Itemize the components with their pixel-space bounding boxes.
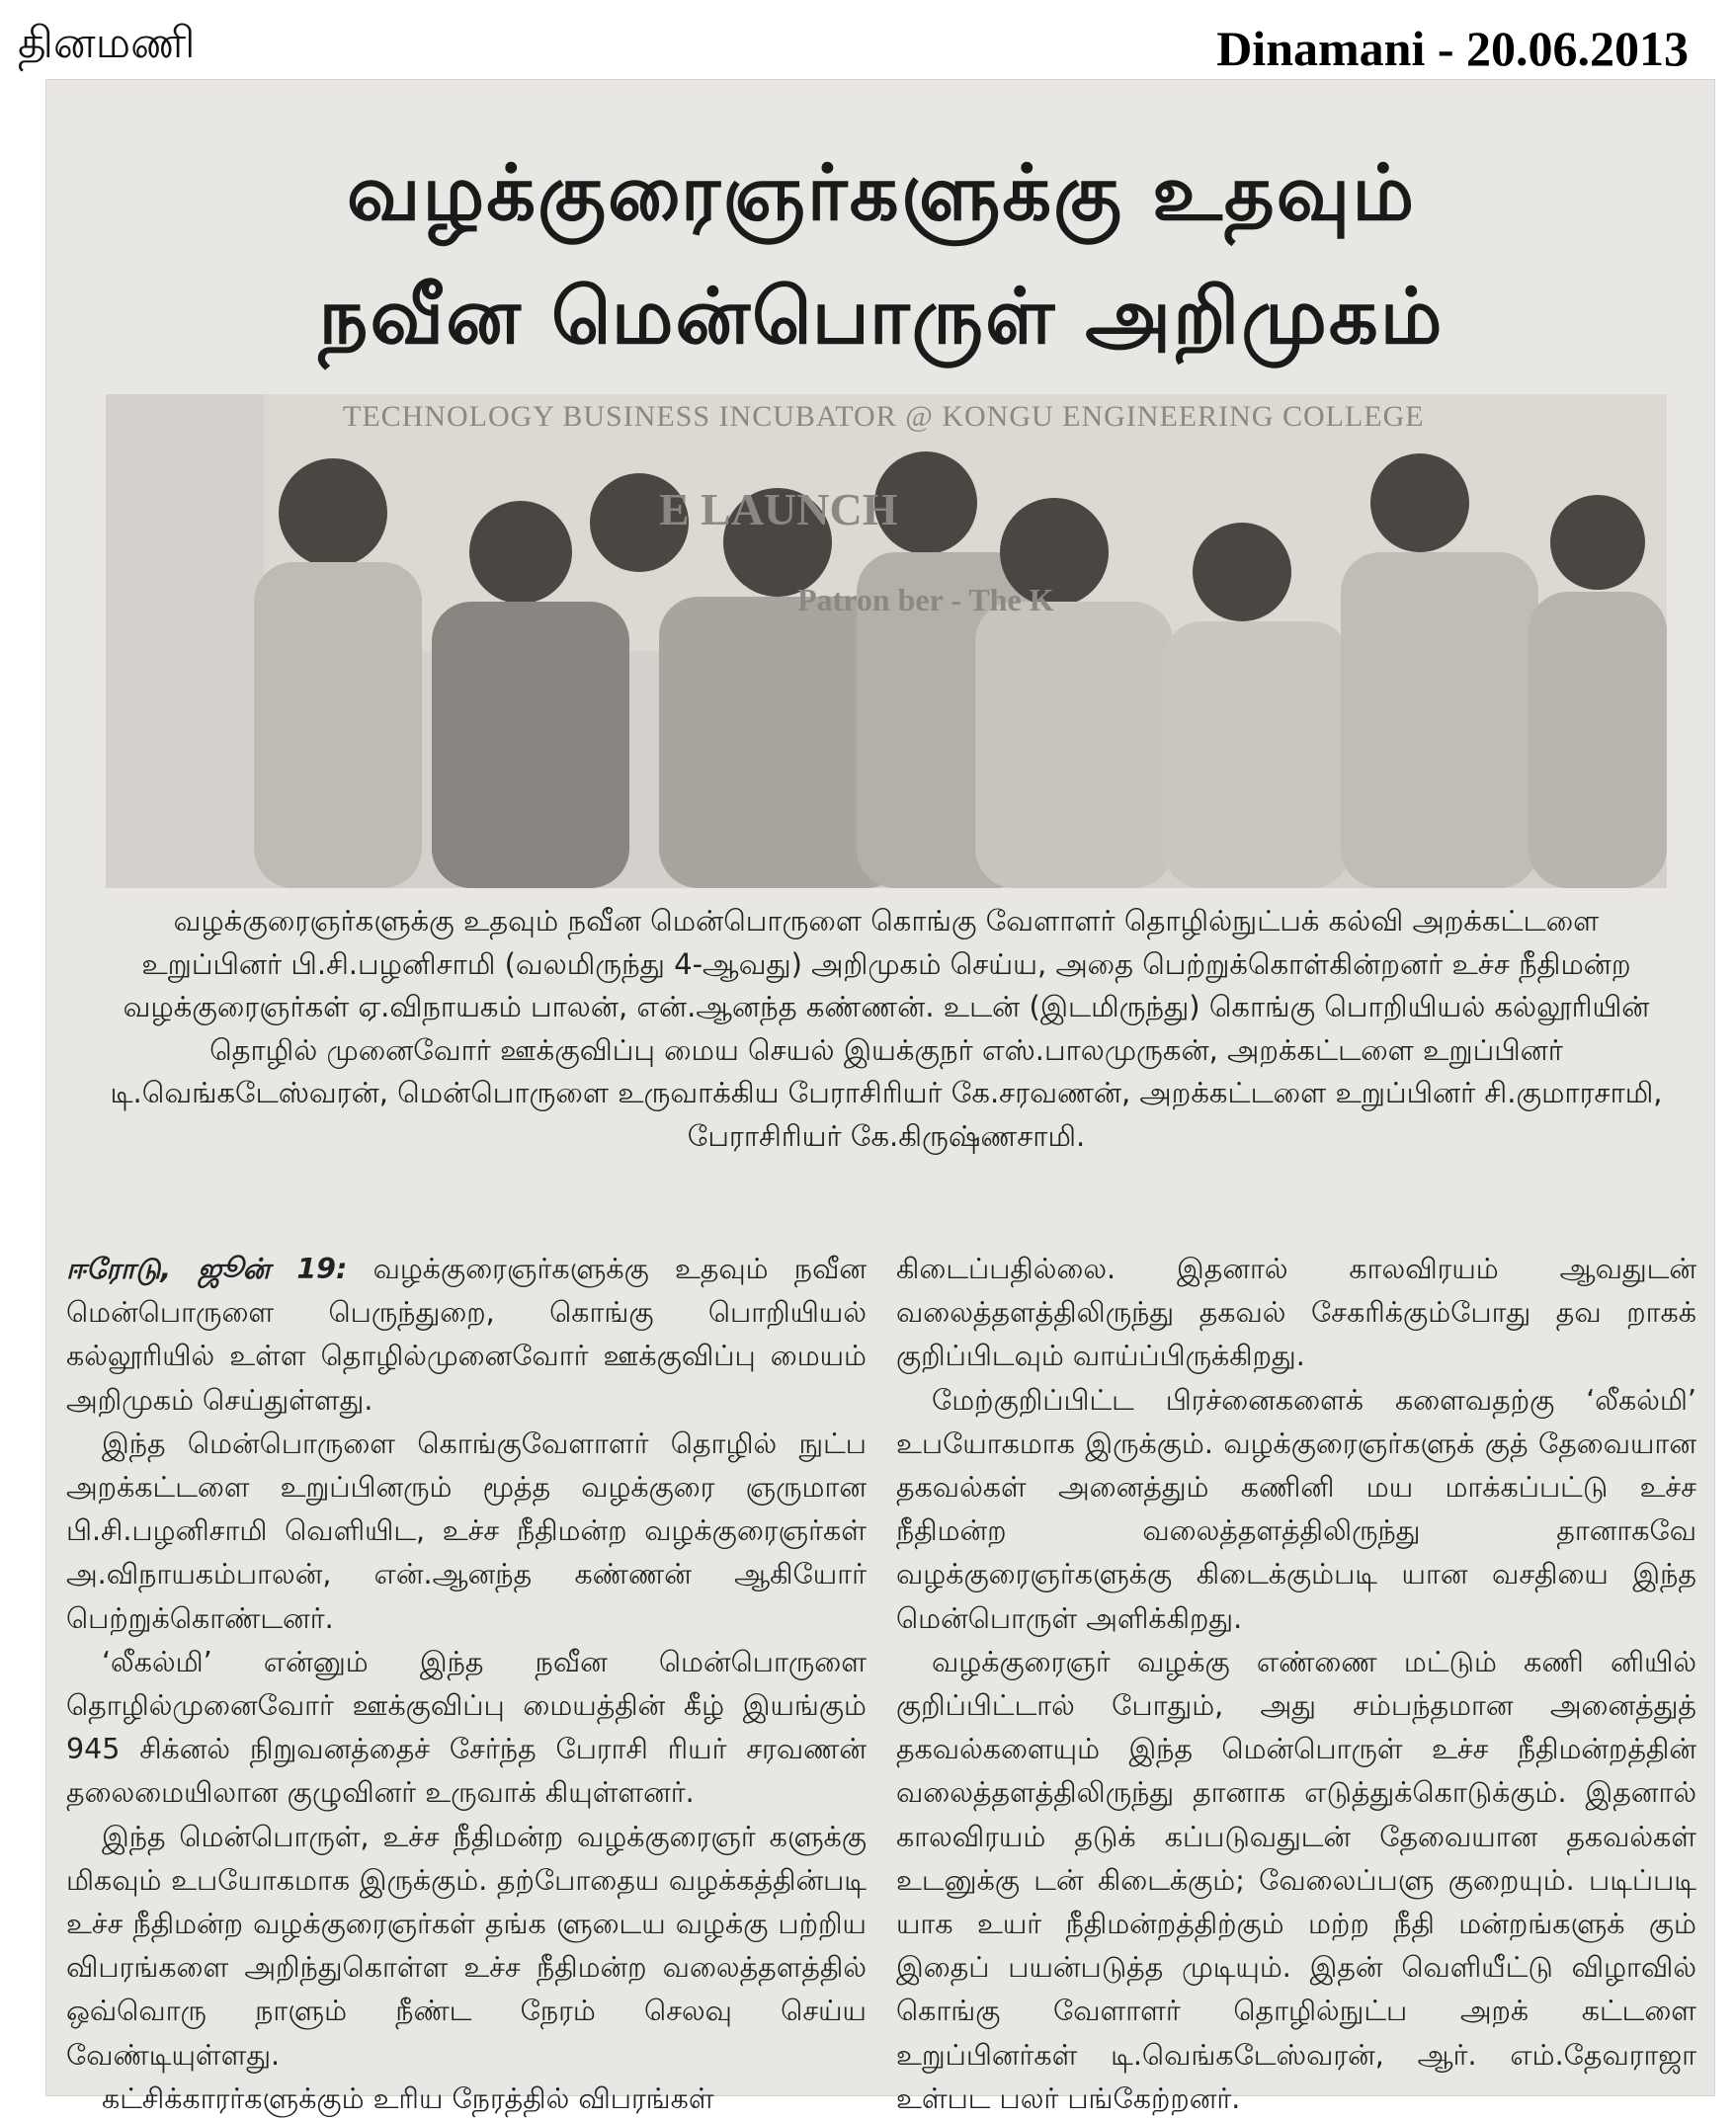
article-paragraph: வழக்குரைஞர் வழக்கு எண்ணை மட்டும் கணி னியில் குறிப்பிட்டால் போதும், அது சம்பந்தமான அனைத்துத் தகவல்களையும் இந்த மென்பொருள் உச்ச நீதிமன்றத்தின் வலைத்தளத்திலிருந்து தானாக எடுத்துக்கொடுக்கும். இதனால் காலவிரயம் தடுக் கப்படுவதுடன் தேவையான தகவல்கள் உடனுக்கு டன் கிடைக்கும்; வேலைப்பளு குறையும். படிப்படி யாக உயர் நீதிமன்றத்திற்கும் மற்ற நீதி மன்றங்களுக் கும் இதைப் பயன்படுத்த முடியும். இதன் வெளியீட்டு விழாவில் கொங்கு வேளாளர் தொழில்நுட்ப அறக் கட்டளை உறுப்பினர்கள் டி.வெங்கடேஸ்வரன், ஆர். எம்.தேவராஜா உள்பட பலர் பங்கேற்றனர். [896,1645,1696,2115]
photo-banner-line-3: Patron ber - The K [797,582,1054,617]
article-paragraph: கிடைப்பதில்லை. இதனால் காலவிரயம் ஆவதுடன் வலைத்தளத்திலிருந்து தகவல் சேகரிக்கும்போது தவ றாகக் குறிப்பிடவும் வாய்ப்பிருக்கிறது. [896,1253,1696,1373]
news-photo [106,394,1667,888]
headline-line-1: வழக்குரைஞர்களுக்கு உதவும் [346,149,1417,238]
masthead-date: Dinamani - 20.06.2013 [1216,21,1689,76]
article-column-right [896,1248,1696,2121]
article-paragraph: கட்சிக்காரர்களுக்கும் உரிய நேரத்தில் விபரங்கள் [102,2081,714,2115]
article-paragraph [66,1248,867,1423]
masthead-logo: தினமணி [18,18,196,68]
photo-banner-line-1: TECHNOLOGY BUSINESS INCUBATOR @ KONGU ENGINEERING COLLEGE [343,400,1425,433]
article-column-left [66,1248,867,2121]
headline-line-2: நவீன மென்பொருள் அறிமுகம் [318,273,1445,362]
article-paragraph: இந்த மென்பொருளை கொங்குவேளாளர் தொழில் நுட்ப அறக்கட்டளை உறுப்பினரும் மூத்த வழக்குரை ஞருமான பி.சி.பழனிசாமி வெளியிட, உச்ச நீதிமன்ற வழக்குரைஞர்கள் அ.விநாயகம்பாலன், என்.ஆனந்த கண்ணன் ஆகியோர் பெற்றுக்கொண்டனர். [66,1427,867,1635]
newspaper-clipping [45,79,1715,2115]
article-paragraph: ‘லீகல்மி’ என்னும் இந்த நவீன மென்பொருளை தொழில்முனைவோர் ஊக்குவிப்பு மையத்தின் கீழ் இயங்கும் 945 சிக்னல் நிறுவனத்தைச் சேர்ந்த பேராசி ரியர் சரவணன் தலைமையிலான குழுவினர் உருவாக் கியுள்ளனர். [66,1645,867,1810]
photo-banner-line-2: E LAUNCH [659,484,898,534]
article-dateline: ஈரோடு, ஜூன் 19: [66,1253,348,1285]
article-paragraph: இந்த மென்பொருள், உச்ச நீதிமன்ற வழக்குரைஞர் களுக்கு மிகவும் உபயோகமாக இருக்கும். தற்போதைய வழக்கத்தின்படி உச்ச நீதிமன்ற வழக்குரைஞர்கள் தங்க ளுடைய வழக்கு பற்றிய விபரங்களை அறிந்துகொள்ள உச்ச நீதிமன்ற வலைத்தளத்தில் ஒவ்வொரு நாளும் நீண்ட நேரம் செலவு செய்ய வேண்டியுள்ளது. [66,1820,867,2072]
article-paragraph-text: வழக்குரைஞர்களுக்கு உதவும் நவீன மென்பொருளை பெருந்துறை, கொங்கு பொறியியல் கல்லூரியில் உள்ள தொழில்முனைவோர் ஊக்குவிப்பு மையம் அறிமுகம் செய்துள்ளது. [66,1253,867,1417]
photo-caption: வழக்குரைஞர்களுக்கு உதவும் நவீன மென்பொருளை கொங்கு வேளாளர் தொழில்நுட்பக் கல்வி அறக்கட்டளை உறுப்பினர் பி.சி.பழனிசாமி (வலமிருந்து 4-ஆவது) அறிமுகம் செய்ய, அதை பெற்றுக்கொள்கின்றனர் உச்ச நீதிமன்ற வழக்குரைஞர்கள் ஏ.விநாயகம் பாலன், என்.ஆனந்த கண்ணன். உடன் (இடமிருந்து) கொங்கு பொறியியல் கல்லூரியின் தொழில் முனைவோர் ஊக்குவிப்பு மைய செயல் இயக்குநர் எஸ்.பாலமுருகன், அறக்கட்டளை உறுப்பினர் டி.வெங்கடேஸ்வரன், மென்பொருளை உருவாக்கிய பேராசிரியர் கே.சரவணன், அறக்கட்டளை உறுப்பினர் சி.குமாரசாமி, பேராசிரியர் கே.கிருஷ்ணசாமி. [110,904,1663,1153]
article-paragraph: மேற்குறிப்பிட்ட பிரச்னைகளைக் களைவதற்கு ‘லீகல்மி’ உபயோகமாக இருக்கும். வழக்குரைஞர்களுக் குத் தேவையான தகவல்கள் அனைத்தும் கணினி மய மாக்கப்பட்டு உச்ச நீதிமன்ற வலைத்தளத்திலிருந்து தானாகவே வழக்குரைஞர்களுக்கு கிடைக்கும்படி யான வசதியை இந்த மென்பொருள் அளிக்கிறது. [896,1383,1696,1635]
photo-illustration [106,394,1667,888]
